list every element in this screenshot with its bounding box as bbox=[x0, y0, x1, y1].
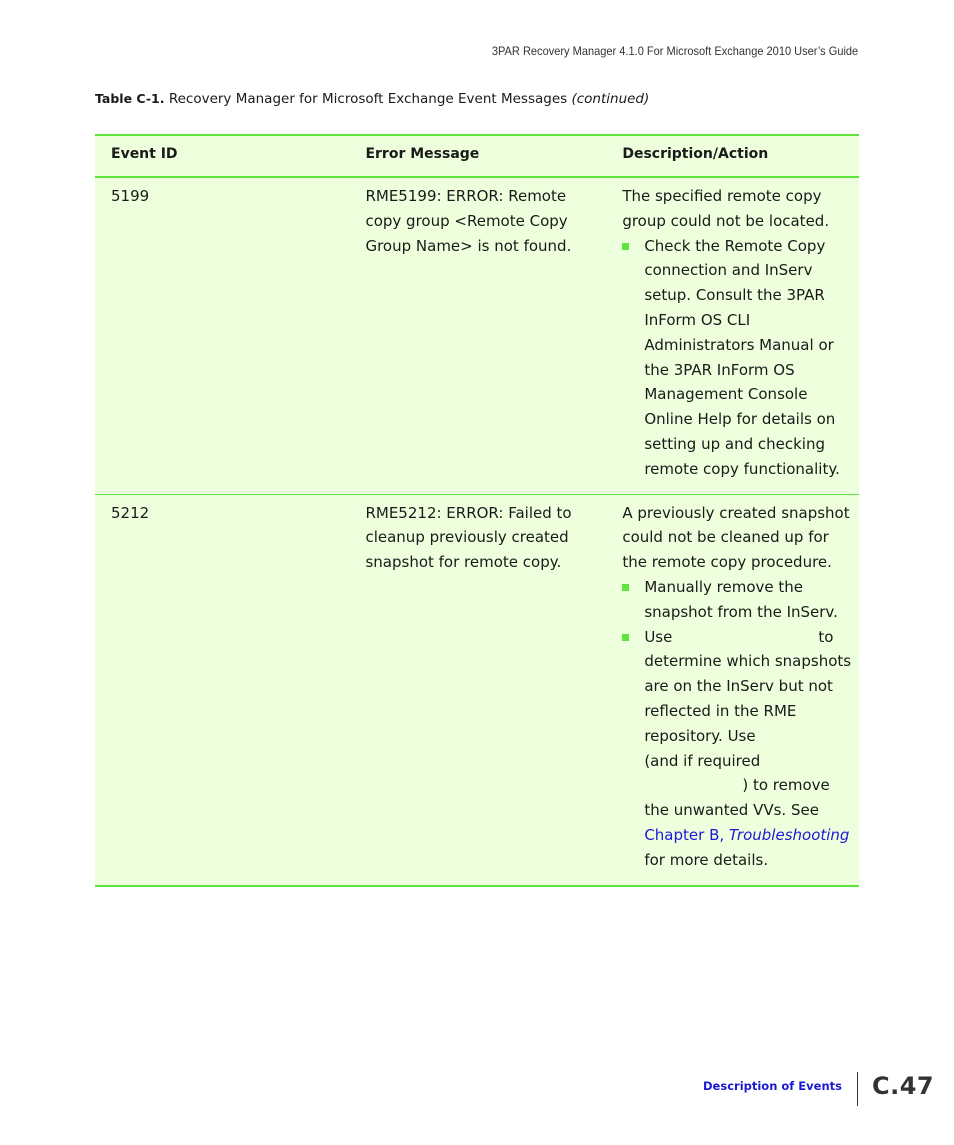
link-chapter-text: Chapter B, bbox=[644, 825, 725, 844]
caption-text: Recovery Manager for Microsoft Exchange Event Messages bbox=[168, 91, 568, 107]
running-header: 3PAR Recovery Manager 4.1.0 For Microsoft Exchange 2010 User’s Guide bbox=[491, 44, 858, 58]
error-message-cell: RME5212: ERROR: Failed to cleanup previously created snapshot for remote copy. bbox=[349, 494, 606, 885]
description-text: A previously created snapshot could not be cleaned up for the remote copy procedure. bbox=[622, 503, 850, 572]
troubleshooting-link[interactable] bbox=[644, 826, 849, 844]
event-id-cell: 5199 bbox=[111, 187, 150, 205]
action-item: Check the Remote Copy connection and InServ setup. Consult the 3PAR InForm OS CLI Administrators Manual or the 3PAR InForm OS Management Console Online Help for details on setting up and checking remote copy functionality. bbox=[622, 234, 857, 482]
event-id-cell: 5212 bbox=[95, 494, 349, 885]
column-header-description: Description/Action bbox=[606, 135, 859, 177]
action-determine-text: to determine which snapshots are on the InServ but not reflected in the RME repository. Use bbox=[644, 627, 852, 745]
caption-continued: (continued) bbox=[571, 91, 650, 107]
column-header-error-message: Error Message bbox=[349, 135, 606, 177]
action-more-details-text: for more details. bbox=[644, 850, 769, 869]
event-messages-table bbox=[95, 134, 859, 887]
page-number: C.47 bbox=[872, 1072, 935, 1100]
action-if-required-text: (and if required bbox=[644, 751, 761, 770]
description-cell bbox=[606, 177, 859, 494]
table-header-row bbox=[95, 135, 859, 177]
column-header-event-id: Event ID bbox=[95, 135, 349, 177]
description-cell bbox=[606, 494, 859, 885]
table-row bbox=[95, 177, 859, 494]
action-list bbox=[622, 234, 857, 482]
error-message-cell: RME5199: ERROR: Remote copy group <Remote Copy Group Name> is not found. bbox=[365, 187, 572, 255]
link-title-text: Troubleshooting bbox=[728, 825, 850, 844]
action-use-word: Use bbox=[644, 627, 673, 646]
footer-section-title: Description of Events bbox=[703, 1079, 842, 1093]
table-caption bbox=[95, 91, 865, 107]
caption-label: Table C-1. bbox=[95, 91, 165, 106]
description-text: The specified remote copy group could not be located. bbox=[622, 187, 830, 230]
action-item: Manually remove the snapshot from the InServ. bbox=[622, 575, 857, 625]
action-list bbox=[622, 575, 857, 873]
action-item bbox=[622, 625, 857, 873]
table-row bbox=[95, 494, 859, 885]
action-remove-text: ) to remove the unwanted VVs. See bbox=[644, 776, 830, 820]
footer-divider bbox=[857, 1072, 858, 1106]
